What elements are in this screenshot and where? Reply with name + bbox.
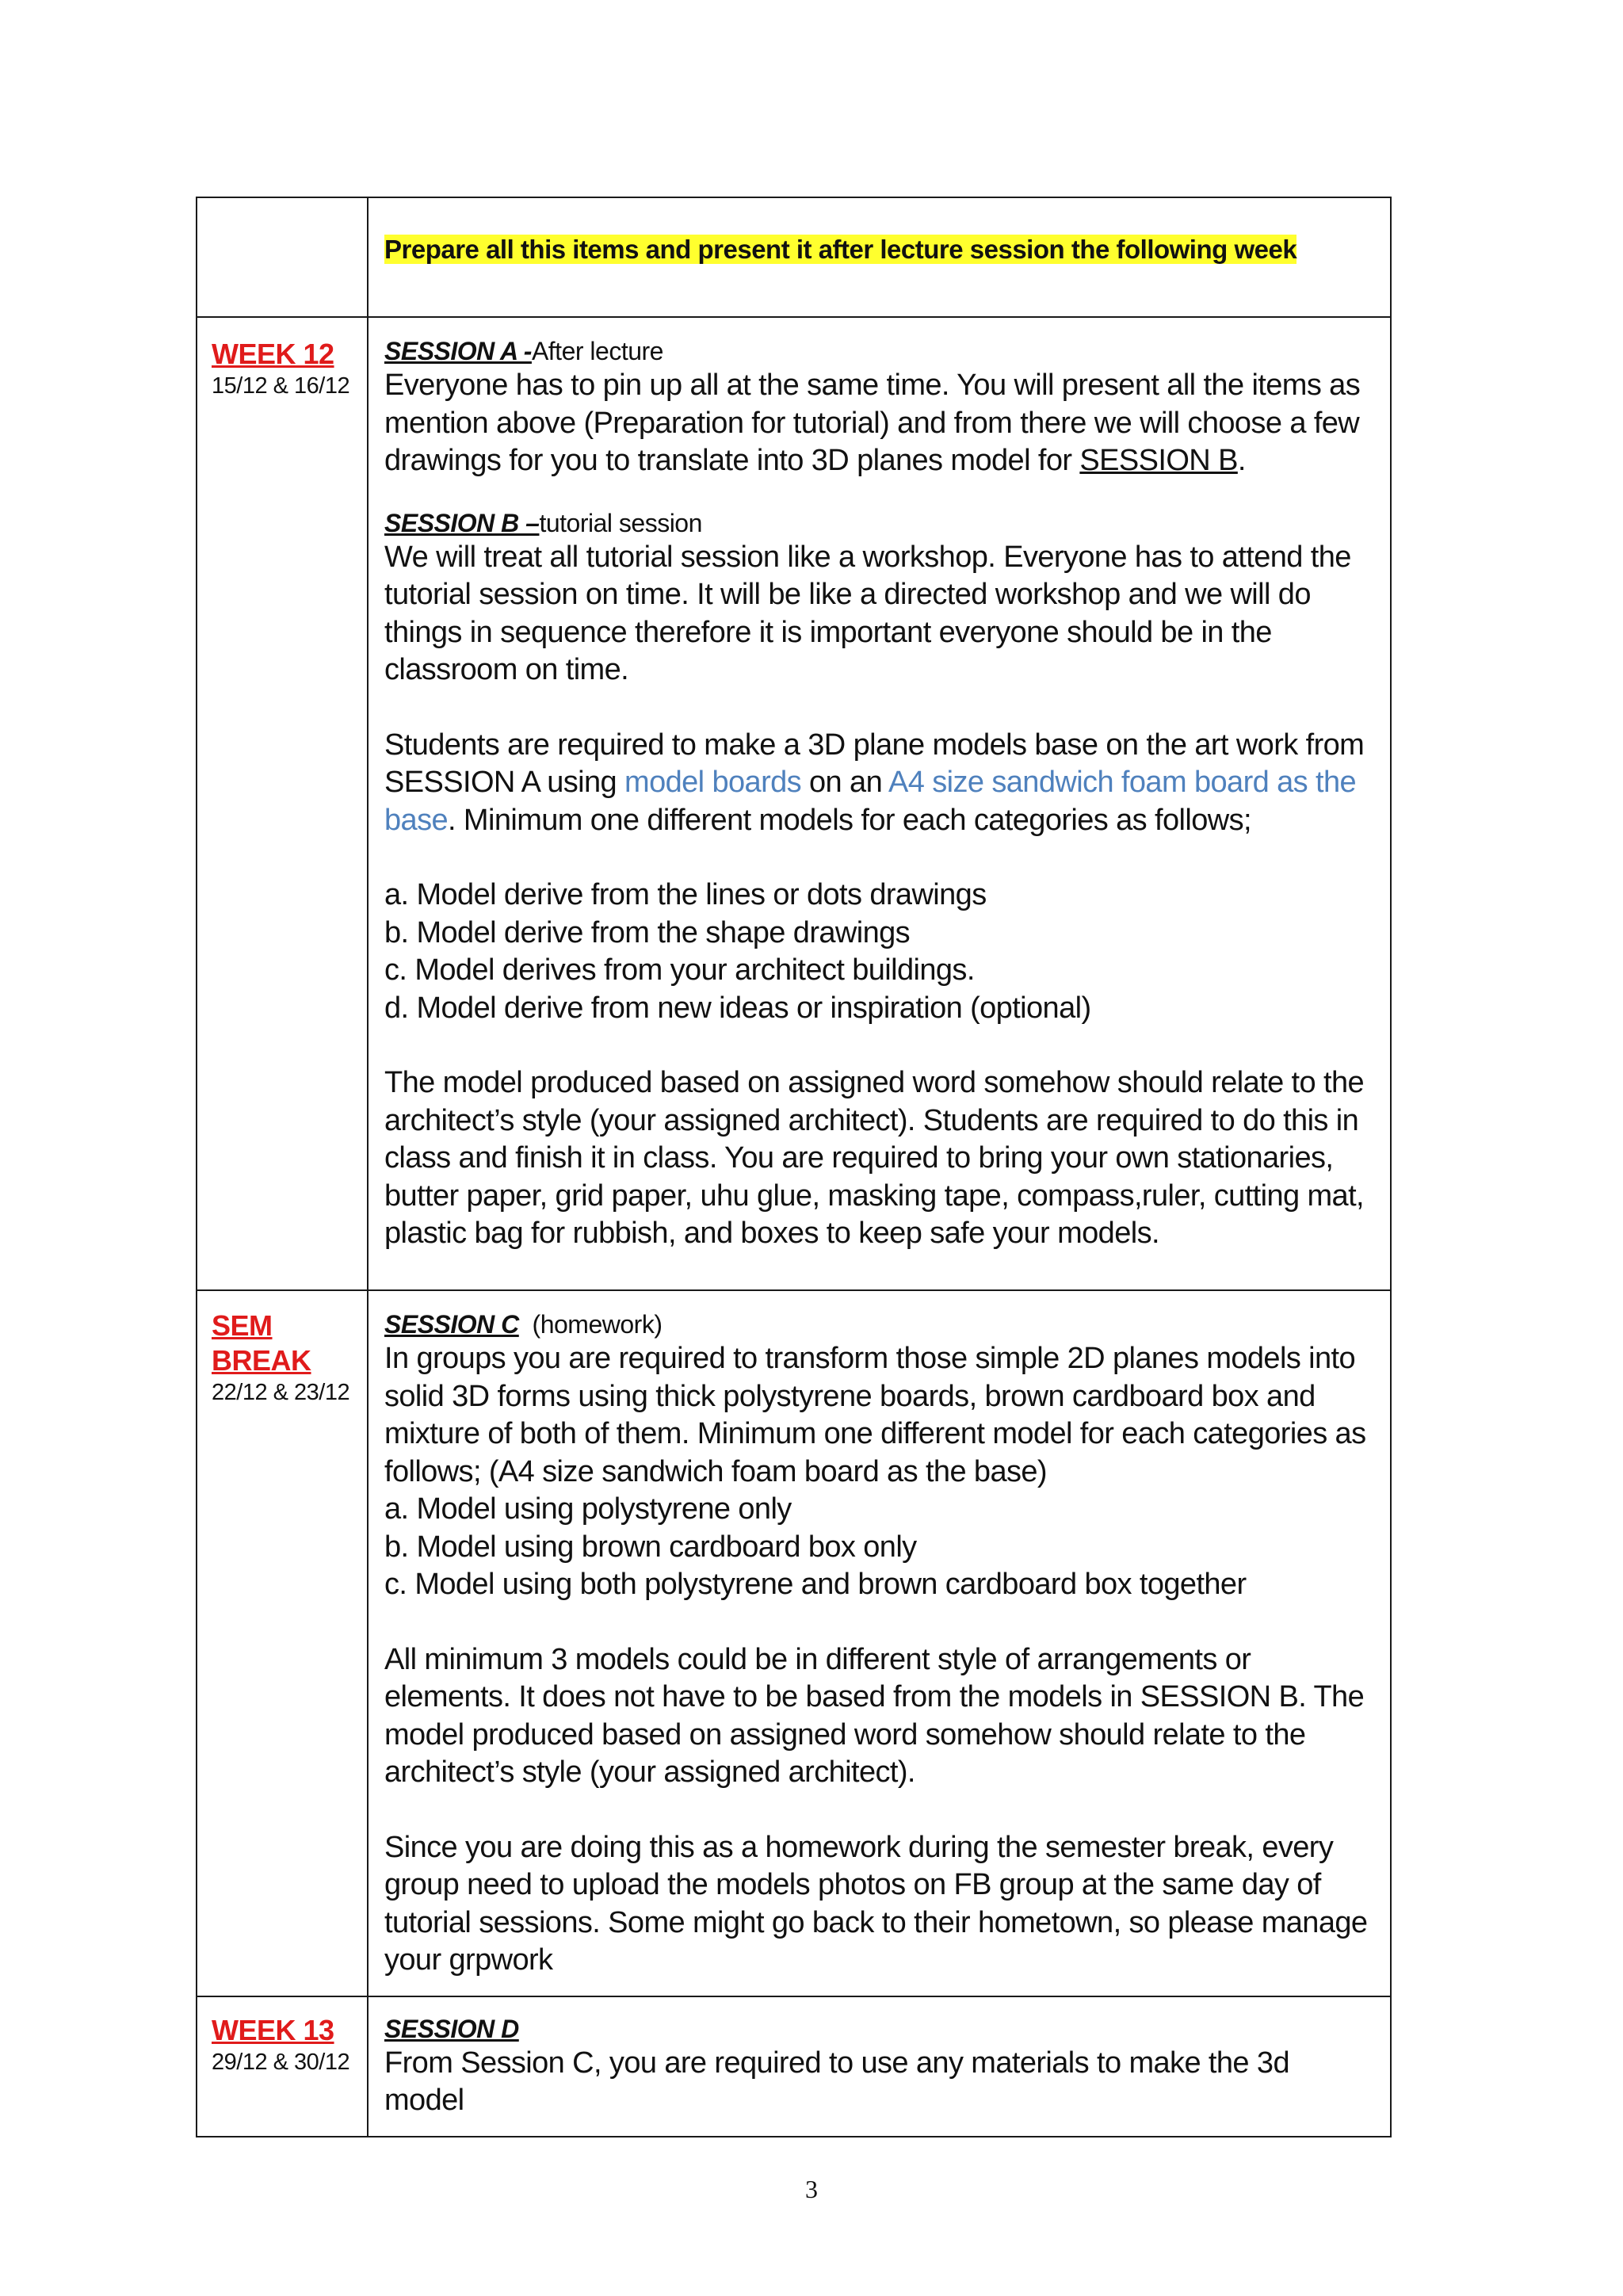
content-cell xyxy=(368,1996,1391,2137)
table-row xyxy=(197,197,1391,317)
students-text xyxy=(384,727,1373,840)
week-dates: 15/12 & 16/12 xyxy=(212,373,350,399)
model-text: The model produced based on assigned word somehow should relate to the architect’s style (your assigned architect). Students are required to do this in class and finish it in class. You are required to bring your own stationaries, butter paper, grid paper, uhu glue, masking tape, compass,ruler, cutting mat, plastic bag for rubbish, and boxes to keep safe your models. xyxy=(384,1066,1365,1250)
week-dates: 22/12 & 23/12 xyxy=(212,1380,350,1405)
session-d-label: SESSION D xyxy=(384,2014,519,2043)
session-a-label: SESSION A - xyxy=(384,337,532,365)
session-b-heading xyxy=(384,507,1373,539)
session-d-heading xyxy=(384,2013,1373,2045)
highlight-instruction: Prepare all this items and present it after lecture session the following week xyxy=(384,235,1297,264)
list-item: b. Model using brown cardboard box only xyxy=(384,1530,917,1564)
week-cell xyxy=(197,1290,368,1996)
week-label: WEEK 13 xyxy=(212,2013,334,2046)
session-a-text-end: . xyxy=(1237,444,1246,477)
list-item: b. Model derive from the shape drawings xyxy=(384,915,911,949)
list-item: a. Model using polystyrene only xyxy=(384,1492,792,1526)
session-b-reference: SESSION B xyxy=(1079,444,1238,477)
session-a-text-main: Everyone has to pin up all at the same time. You will present all the items as mention above (Preparation for tutorial) and from there we will choose a few drawings for you to translate into 3D planes model for xyxy=(384,369,1361,477)
list-item: c. Model derives from your architect buildings. xyxy=(384,953,975,987)
session-b-label: SESSION B – xyxy=(384,508,540,537)
content-cell xyxy=(368,1290,1391,1996)
groups-text: In groups you are required to transform those simple 2D planes models into solid 3D forms using thick polystyrene boards, brown cardboard box and mixture of both of them. Minimum one different model for each categories as follows; (A4 size sandwich foam board as the base) xyxy=(384,1342,1366,1488)
list-item: c. Model using both polystyrene and brown cardboard box together xyxy=(384,1568,1247,1601)
all-models-text: All minimum 3 models could be in different style of arrangements or elements. It does not have to be based from the models in SESSION B. The model produced based on assigned word somehow should relate to the architect’s style (your assigned architect). xyxy=(384,1642,1365,1789)
week-label-line1: SEM xyxy=(212,1309,273,1342)
content-cell xyxy=(368,197,1391,317)
week-cell xyxy=(197,317,368,1290)
session-a-sub: After lecture xyxy=(531,337,663,365)
students-text-mid: on an xyxy=(801,766,888,799)
students-text-main: Students are required to make a 3D plane models base on the art work from SESSION A using xyxy=(384,728,1365,799)
students-text-end: . Minimum one different models for each categories as follows; xyxy=(448,803,1251,837)
week-dates: 29/12 & 30/12 xyxy=(212,2049,350,2075)
week-label-line2: BREAK xyxy=(212,1344,311,1377)
list-item: a. Model derive from the lines or dots drawings xyxy=(384,878,987,911)
session-c-sub: (homework) xyxy=(532,1310,663,1339)
session-a-heading xyxy=(384,335,1373,367)
table-row xyxy=(197,317,1391,1290)
session-c-label: SESSION C xyxy=(384,1310,519,1339)
content-cell xyxy=(368,317,1391,1290)
schedule-table xyxy=(196,197,1392,2137)
session-c-heading xyxy=(384,1308,1373,1340)
session-b-text: We will treat all tutorial session like a workshop. Everyone has to attend the tutorial session on time. It will be like a directed workshop and we will do things in sequence therefore it is important everyone should be in the classroom on time. xyxy=(384,540,1351,686)
table-row xyxy=(197,1996,1391,2137)
page-number: 3 xyxy=(805,2175,818,2203)
model-boards-text: model boards xyxy=(624,766,802,799)
week-cell xyxy=(197,1996,368,2137)
list-item: d. Model derive from new ideas or inspiration (optional) xyxy=(384,991,1091,1025)
session-d-text: From Session C, you are required to use any materials to make the 3d model xyxy=(384,2046,1289,2117)
foam-board-text: A4 size sandwich foam board as the base xyxy=(384,766,1357,837)
since-text: Since you are doing this as a homework during the semester break, every group need to upload the models photos on FB group at the same day of tutorial sessions. Some might go back to their hometown, so please manage your grpwork xyxy=(384,1830,1368,1977)
week-cell xyxy=(197,197,368,317)
session-b-sub: tutorial session xyxy=(539,508,702,537)
session-a-text xyxy=(384,367,1373,480)
week-label: WEEK 12 xyxy=(212,338,334,370)
table-row xyxy=(197,1290,1391,1996)
